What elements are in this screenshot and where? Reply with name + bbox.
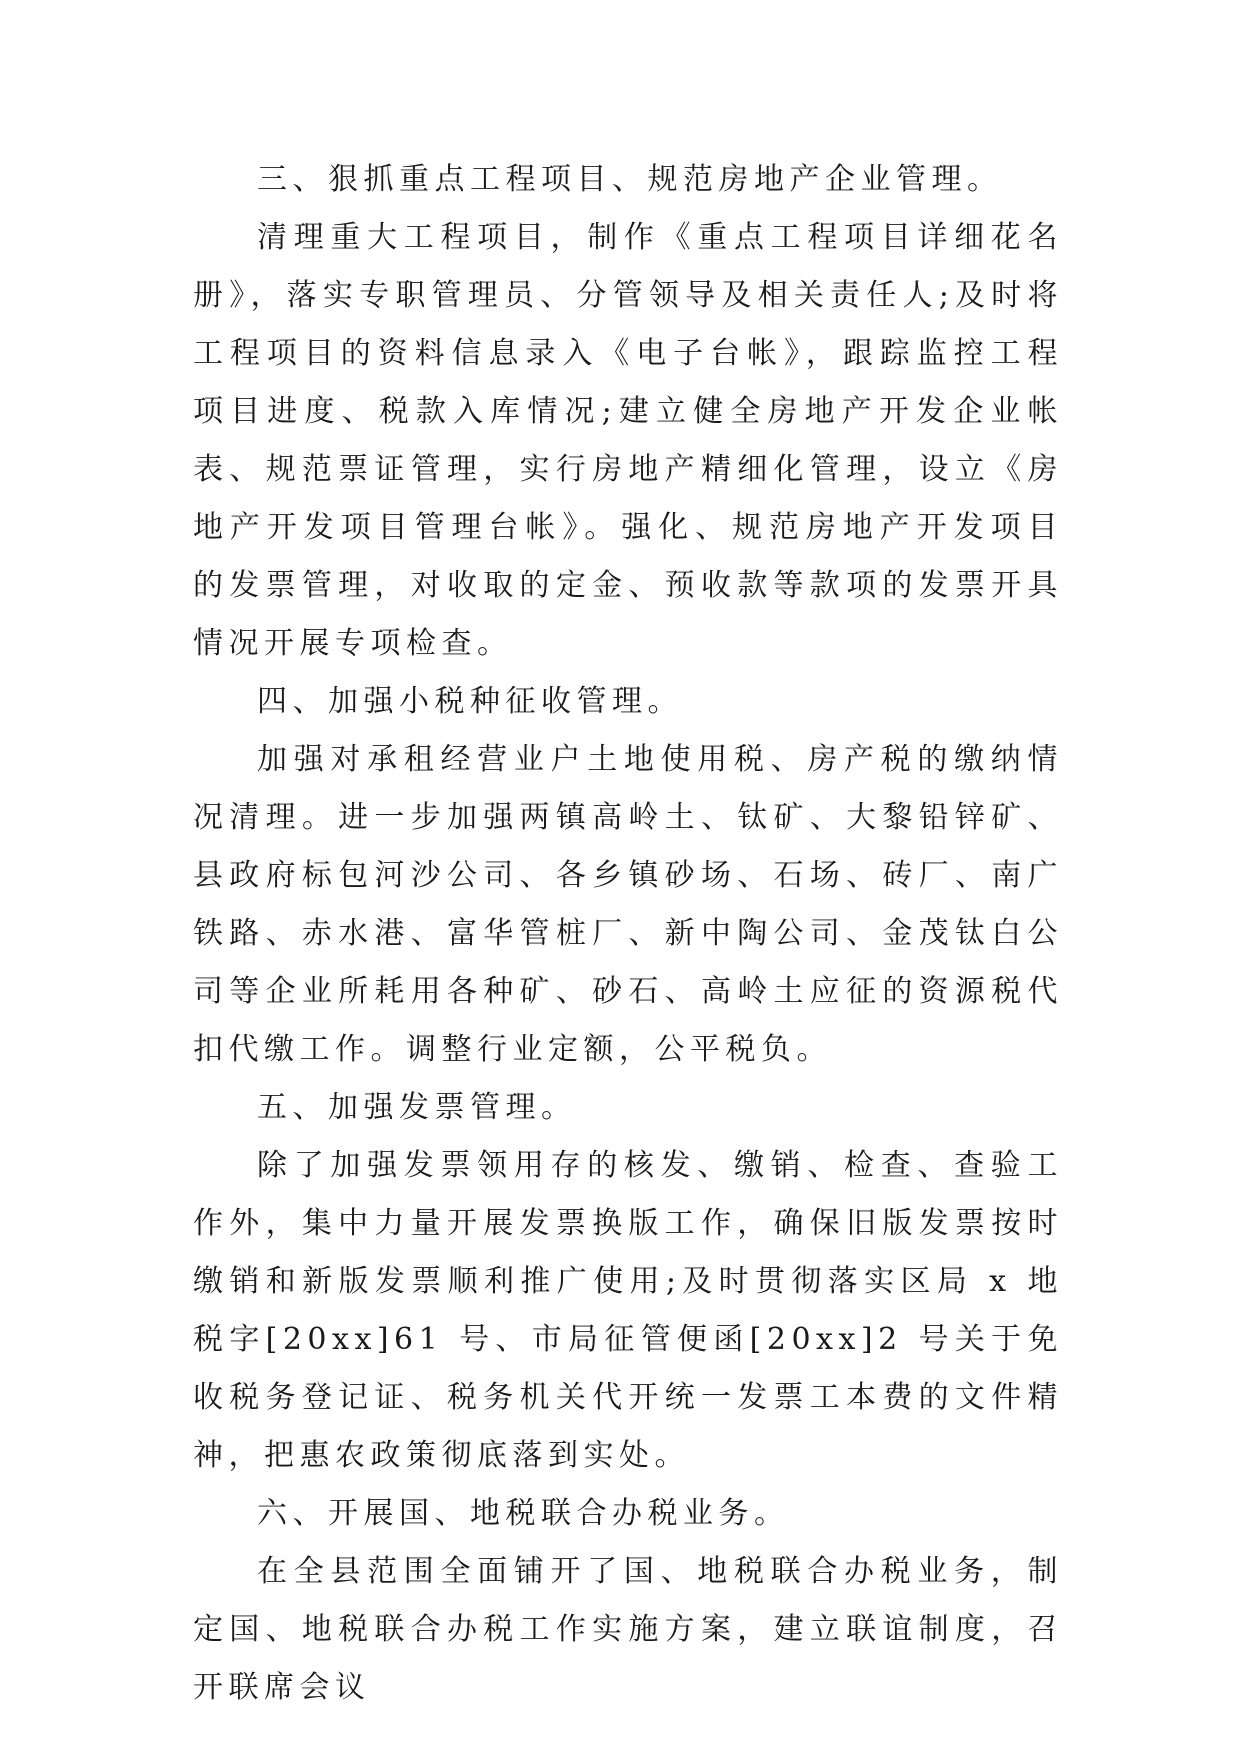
paragraph-invoice-management: 除了加强发票领用存的核发、缴销、检查、查验工作外，集中力量开展发票换版工作，确保旧版发票按时缴销和新版发票顺利推广使用;及时贯彻落实区局 x 地税字[20xx]61 号、市局征管便函[20xx]2 号关于免收税务登记证、税务机关代开统一发票工本费的文件精神，把惠农政策彻底落到实处。 <box>193 1148 1063 1473</box>
section-heading-6: 六、开展国、地税联合办税业务。 <box>257 1496 790 1531</box>
section-heading-5: 五、加强发票管理。 <box>257 1090 577 1125</box>
document-body <box>193 151 1063 1717</box>
paragraph-joint-tax: 在全县范围全面铺开了国、地税联合办税业务，制定国、地税联合办税工作实施方案，建立联谊制度，召开联席会议 <box>193 1554 1063 1705</box>
section-heading-4: 四、加强小税种征收管理。 <box>257 684 683 719</box>
paragraph-project-management: 清理重大工程项目，制作《重点工程项目详细花名册》，落实专职管理员、分管领导及相关责任人;及时将工程项目的资料信息录入《电子台帐》，跟踪监控工程项目进度、税款入库情况;建立健全房地产开发企业帐表、规范票证管理，实行房地产精细化管理，设立《房地产开发项目管理台帐》。强化、规范房地产开发项目的发票管理，对收取的定金、预收款等款项的发票开具情况开展专项检查。 <box>193 220 1063 661</box>
paragraph-minor-tax: 加强对承租经营业户土地使用税、房产税的缴纳情况清理。进一步加强两镇高岭土、钛矿、大黎铅锌矿、县政府标包河沙公司、各乡镇砂场、石场、砖厂、南广铁路、赤水港、富华管桩厂、新中陶公司、金茂钛白公司等企业所耗用各种矿、砂石、高岭土应征的资源税代扣代缴工作。调整行业定额，公平税负。 <box>193 742 1063 1067</box>
section-heading-3: 三、狠抓重点工程项目、规范房地产企业管理。 <box>257 162 1003 197</box>
